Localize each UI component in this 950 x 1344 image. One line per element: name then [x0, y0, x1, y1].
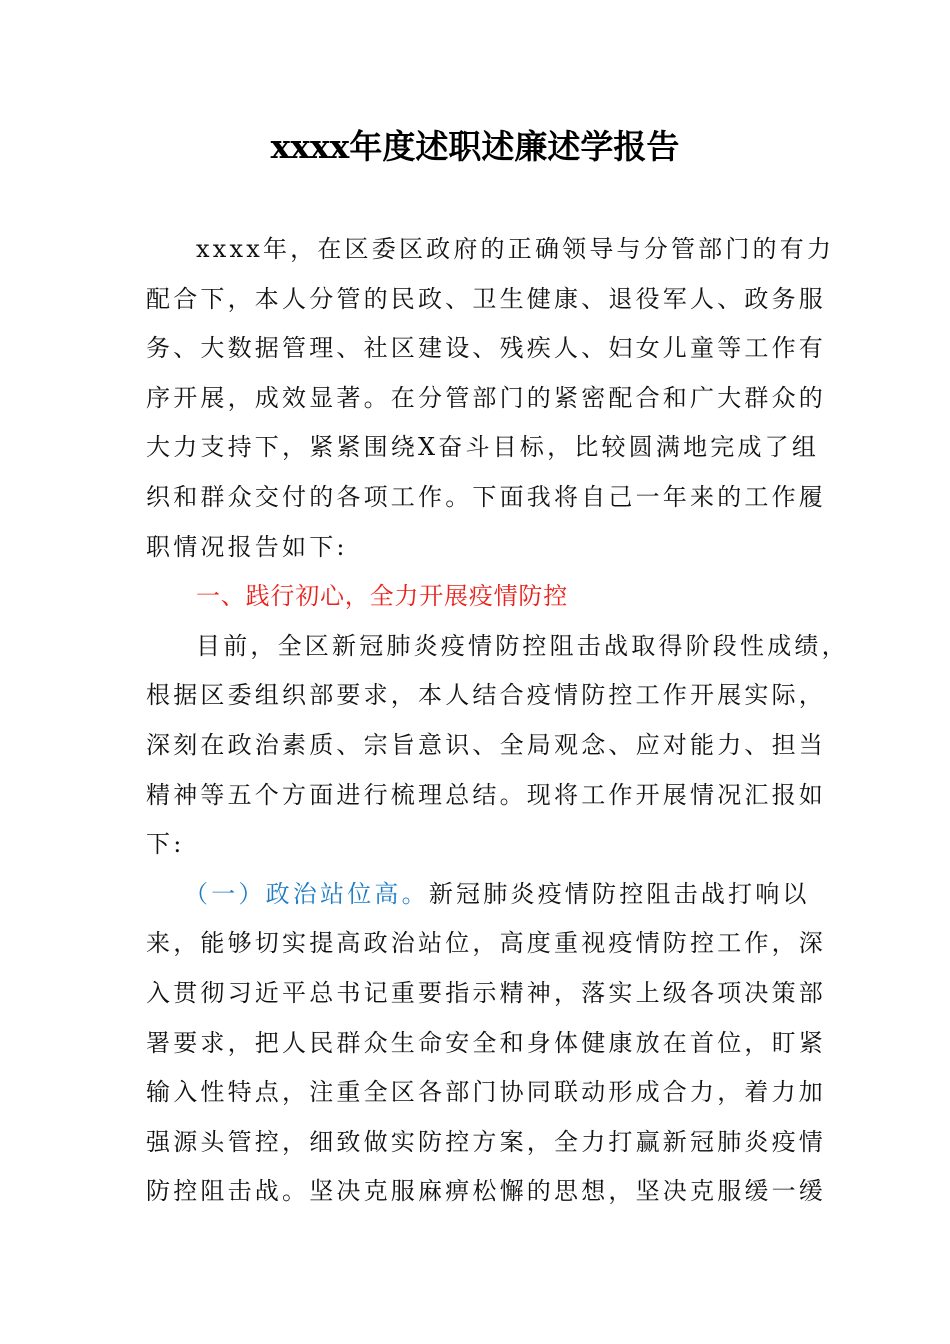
- paragraph-line: 配合下，本人分管的民政、卫生健康、退役军人、政务服: [146, 284, 826, 313]
- subsection-text: 新冠肺炎疫情防控阻击战打响以: [428, 879, 810, 908]
- paragraph-line: 务、大数据管理、社区建设、残疾人、妇女儿童等工作有: [146, 334, 826, 363]
- paragraph-line: 入贯彻习近平总书记重要指示精神，落实上级各项决策部: [146, 978, 826, 1007]
- paragraph-line: 大力支持下，紧紧围绕X奋斗目标，比较圆满地完成了组: [146, 433, 820, 462]
- paragraph-line: 输入性特点，注重全区各部门协同联动形成合力，着力加: [146, 1078, 826, 1107]
- paragraph-line: 来，能够切实提高政治站位，高度重视疫情防控工作，深: [146, 929, 826, 958]
- paragraph-line: 强源头管控，细致做实防控方案，全力打赢新冠肺炎疫情: [146, 1127, 826, 1156]
- paragraph-line: 序开展，成效显著。在分管部门的紧密配合和广大群众的: [146, 383, 826, 412]
- paragraph-line: 下:: [146, 830, 185, 859]
- intro-paragraph: [146, 225, 849, 1217]
- paragraph-line: 根据区委组织部要求，本人结合疫情防控工作开展实际，: [146, 681, 826, 710]
- subsection-first-line: [146, 870, 810, 920]
- document-title: xxxx年度述职述廉述学报告: [270, 127, 680, 166]
- paragraph-line: xxxx年，在区委区政府的正确领导与分管部门的有力: [196, 235, 835, 263]
- paragraph-line: 织和群众交付的各项工作。下面我将自己一年来的工作履: [146, 482, 826, 511]
- paragraph-line: 目前，全区新冠肺炎疫情防控阻击战取得阶段性成绩，: [196, 631, 849, 660]
- section-heading: 一、践行初心，全力开展疫情防控: [196, 582, 568, 611]
- paragraph-line: 署要求，把人民群众生命安全和身体健康放在首位，盯紧: [146, 1028, 826, 1057]
- paragraph-line: 深刻在政治素质、宗旨意识、全局观念、应对能力、担当: [146, 730, 826, 759]
- paragraph-line: 职情况报告如下:: [146, 532, 348, 561]
- paragraph-line: 精神等五个方面进行梳理总结。现将工作开展情况汇报如: [146, 780, 826, 809]
- subsection-label: （一）政治站位高。: [184, 879, 429, 908]
- paragraph-line: 防控阻击战。坚决克服麻痹松懈的思想，坚决克服缓一缓: [146, 1177, 826, 1206]
